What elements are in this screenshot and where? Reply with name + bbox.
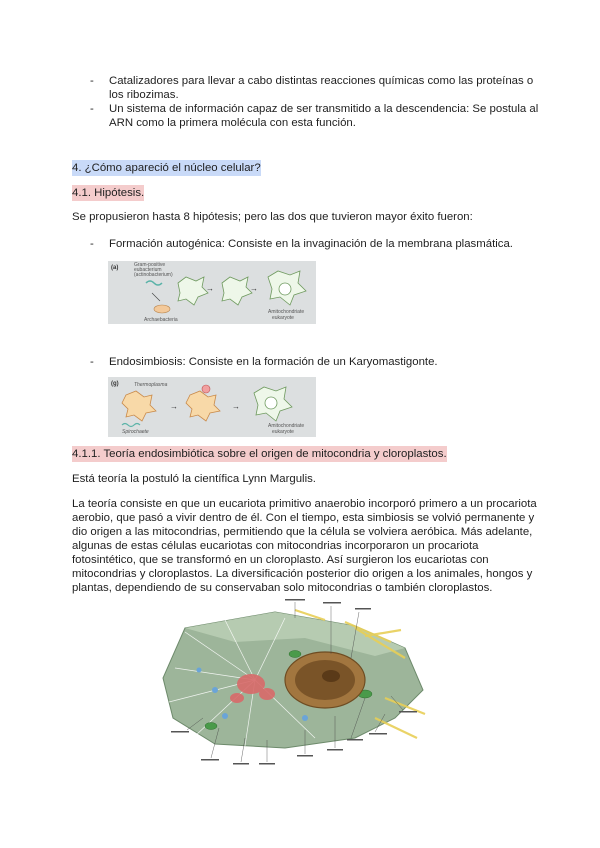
paragraph-line: aerobio, que pasó a vivir dentro de él. Con el tiempo, esta simbiosis se volvió permanente y [72,512,535,524]
paragraph-line: plantas, dependiendo de su conservaban solo mitocondrias o también cloroplastos. [72,582,493,594]
svg-text:→: → [170,402,178,411]
bullet-autogenica: Formación autogénica: Consiste en la invaginación de la membrana plasmática. [109,238,513,250]
figure-a-label-bacteria-1: Gram-positive [134,262,166,268]
figure-endosymbiosis [108,377,316,437]
figure-g-label-host: Thermoplasma [134,382,168,388]
paragraph-line: mitocondrias y cloroplastos. La diversificación posterior dio origen a los animales, hongos y [72,568,533,580]
figure-g-label-result-1: Amitochondriate [268,423,305,429]
paragraph-line: algunas de estas células eucariotas con mitocondrias incorporaron un procariota [72,540,479,552]
figure-g-tag: (g) [111,381,119,387]
bullet-dash: - [90,238,94,250]
figure-g-label-spiro: Spirochaete [122,429,149,435]
figure-g-label-result-2: eukaryote [272,429,294,435]
figure-a-label-bacteria-3: (actinobacterium) [134,272,173,278]
figure-a-label-result-1: Amitochondriate [268,309,305,315]
bullet-dash: - [90,103,94,115]
heading-teoria-endosimbiotica: 4.1.1. Teoría endosimbiótica sobre el origen de mitocondria y cloroplastos. [72,448,447,460]
bullet-informacion-line2: ARN como la primera molécula con esta función. [109,117,356,129]
bullet-dash: - [90,356,94,368]
svg-text:→: → [232,402,240,411]
svg-text:→: → [206,284,214,293]
figure-a-tag: (a) [111,265,119,271]
intro-hipotesis: Se propusieron hasta 8 hipótesis; pero las dos que tuvieron mayor éxito fueron: [72,211,473,223]
heading-nucleo-celular: 4. ¿Cómo apareció el núcleo celular? [72,162,261,174]
paragraph-line: La teoría consiste en que un eucariota primitivo anaerobio incorporó primero a un procariota [72,498,537,510]
heading-hipotesis: 4.1. Hipótesis. [72,187,145,199]
figure-a-label-bacteria-2: eubacterium [134,267,162,273]
bullet-catalizadores-line2: los ribozimas. [109,89,179,101]
paragraph-line: dio origen a las mitocondrias, permitiendo que la célula se volviera aeróbica. Más adelante, [72,526,533,538]
bullet-dash: - [90,75,94,87]
svg-text:→: → [250,284,258,293]
margulis-sentence: Está teoría la postuló la científica Lynn Margulis. [72,473,316,485]
paragraph-line: fotosintético, que se transformó en un cloroplasto. Así surgieron los eucariotas con [72,554,489,566]
bullet-endosimbiosis: Endosimbiosis: Consiste en la formación de un Karyomastigonte. [109,356,438,368]
figure-a-label-result-2: eukaryote [272,315,294,321]
figure-a-label-archae: Archaebacteria [144,317,178,323]
bullet-catalizadores-line1: Catalizadores para llevar a cabo distintas reacciones químicas como las proteínas o [109,75,534,87]
figure-autogenic-formation [108,261,316,324]
cell-illustration [155,598,435,770]
bullet-informacion-line1: Un sistema de información capaz de ser transmitido a la descendencia: Se postula al [109,103,539,115]
